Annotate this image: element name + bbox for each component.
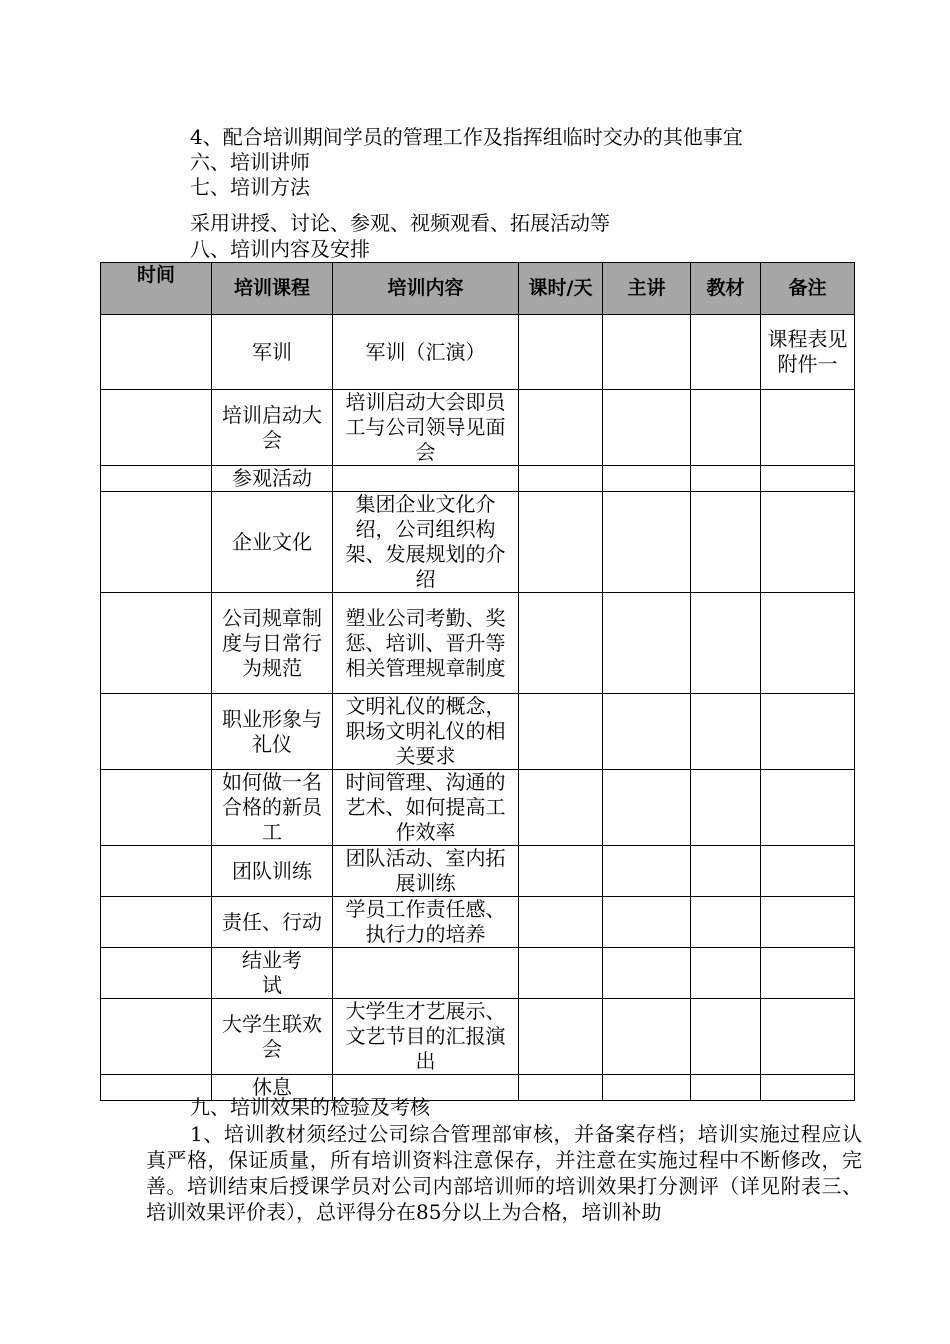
assessment-paragraph-text: 1、培训教材须经过公司综合管理部审核，并备案存档；培训实施过程应认真严格，保证质量，所有培训资料注意保存，并注意在实施过程中不断修改，完善。培训结束后授课学员对公司内部培训师的培训效果打分测评（详见附表三、培训效果评价表），总评得分在85分以上为合格，培训补助 xyxy=(146,1122,862,1224)
material-cell xyxy=(691,846,761,897)
content-cell: 文明礼仪的概念，职场文明礼仪的相关要求 xyxy=(333,694,519,770)
table-row xyxy=(101,694,855,770)
material-cell xyxy=(691,466,761,492)
course-cell: 企业文化 xyxy=(212,492,333,593)
col-header-lecturer: 主讲 xyxy=(603,263,691,315)
training-schedule-table xyxy=(100,262,855,1101)
content-cell: 军训（汇演） xyxy=(333,315,519,390)
lecturer-cell xyxy=(603,593,691,694)
course-cell: 团队训练 xyxy=(212,846,333,897)
note-cell xyxy=(761,897,855,948)
lecturer-cell xyxy=(603,390,691,466)
lecturer-cell xyxy=(603,315,691,390)
note-cell xyxy=(761,846,855,897)
content-cell: 学员工作责任感、执行力的培养 xyxy=(333,897,519,948)
time-cell xyxy=(101,315,212,390)
course-cell: 休息 xyxy=(212,1075,333,1101)
col-header-course: 培训课程 xyxy=(212,263,333,315)
lecturer-cell xyxy=(603,897,691,948)
hours-cell xyxy=(519,1075,603,1101)
time-cell xyxy=(101,770,212,846)
material-cell xyxy=(691,999,761,1075)
hours-cell xyxy=(519,846,603,897)
course-cell: 结业考试 xyxy=(212,948,333,999)
lecturer-cell xyxy=(603,999,691,1075)
lecturer-cell xyxy=(603,694,691,770)
time-cell xyxy=(101,593,212,694)
note-cell xyxy=(761,593,855,694)
hours-cell xyxy=(519,390,603,466)
material-cell xyxy=(691,770,761,846)
lecturer-cell xyxy=(603,846,691,897)
table-row xyxy=(101,770,855,846)
table-row xyxy=(101,897,855,948)
course-cell: 责任、行动 xyxy=(212,897,333,948)
heading-nine: 九、培训效果的检验及考核 xyxy=(190,1095,430,1119)
table-header-row xyxy=(101,263,855,315)
content-cell: 集团企业文化介绍，公司组织构架、发展规划的介绍 xyxy=(333,492,519,593)
course-cell: 大学生联欢会 xyxy=(212,999,333,1075)
table-row xyxy=(101,593,855,694)
course-cell: 职业形象与礼仪 xyxy=(212,694,333,770)
course-cell: 公司规章制度与日常行为规范 xyxy=(212,593,333,694)
course-cell: 军训 xyxy=(212,315,333,390)
content-cell: 团队活动、室内拓展训练 xyxy=(333,846,519,897)
heading-six: 六、培训讲师 xyxy=(190,150,310,174)
col-header-content: 培训内容 xyxy=(333,263,519,315)
hours-cell xyxy=(519,492,603,593)
time-cell xyxy=(101,694,212,770)
lecturer-cell xyxy=(603,466,691,492)
col-header-material: 教材 xyxy=(691,263,761,315)
intro-line-1: 4、配合培训期间学员的管理工作及指挥组临时交办的其他事宜 xyxy=(190,125,743,149)
material-cell xyxy=(691,948,761,999)
content-cell xyxy=(333,466,519,492)
content-cell: 大学生才艺展示、文艺节目的汇报演出 xyxy=(333,999,519,1075)
note-cell xyxy=(761,694,855,770)
col-header-time: 时间 xyxy=(101,263,212,315)
time-cell xyxy=(101,948,212,999)
time-cell xyxy=(101,390,212,466)
hours-cell xyxy=(519,948,603,999)
content-cell: 塑业公司考勤、奖惩、培训、晋升等相关管理规章制度 xyxy=(333,593,519,694)
col-header-note: 备注 xyxy=(761,263,855,315)
material-cell xyxy=(691,694,761,770)
note-cell xyxy=(761,770,855,846)
hours-cell xyxy=(519,999,603,1075)
hours-cell xyxy=(519,315,603,390)
content-cell xyxy=(333,948,519,999)
table-row xyxy=(101,492,855,593)
table-row xyxy=(101,466,855,492)
table-row xyxy=(101,315,855,390)
hours-cell xyxy=(519,466,603,492)
method-text: 采用讲授、讨论、参观、视频观看、拓展活动等 xyxy=(190,211,610,235)
table-row xyxy=(101,390,855,466)
material-cell xyxy=(691,593,761,694)
hours-cell xyxy=(519,694,603,770)
lecturer-cell xyxy=(603,492,691,593)
note-cell xyxy=(761,999,855,1075)
note-cell xyxy=(761,492,855,593)
material-cell xyxy=(691,390,761,466)
note-cell xyxy=(761,390,855,466)
material-cell xyxy=(691,897,761,948)
time-cell xyxy=(101,999,212,1075)
material-cell xyxy=(691,1075,761,1101)
lecturer-cell xyxy=(603,770,691,846)
lecturer-cell xyxy=(603,1075,691,1101)
col-header-hours: 课时/天 xyxy=(519,263,603,315)
content-cell: 培训启动大会即员工与公司领导见面会 xyxy=(333,390,519,466)
hours-cell xyxy=(519,593,603,694)
table-row xyxy=(101,999,855,1075)
lecturer-cell xyxy=(603,948,691,999)
time-cell xyxy=(101,466,212,492)
assessment-paragraph xyxy=(146,1121,862,1225)
material-cell xyxy=(691,492,761,593)
content-cell: 时间管理、沟通的艺术、如何提高工作效率 xyxy=(333,770,519,846)
note-cell: 课程表见附件一 xyxy=(761,315,855,390)
table-row xyxy=(101,846,855,897)
heading-eight: 八、培训内容及安排 xyxy=(190,237,370,261)
heading-seven: 七、培训方法 xyxy=(190,175,310,199)
time-cell xyxy=(101,492,212,593)
time-cell xyxy=(101,846,212,897)
table-row xyxy=(101,948,855,999)
hours-cell xyxy=(519,770,603,846)
course-cell: 参观活动 xyxy=(212,466,333,492)
material-cell xyxy=(691,315,761,390)
time-cell xyxy=(101,897,212,948)
course-cell: 如何做一名合格的新员工 xyxy=(212,770,333,846)
note-cell xyxy=(761,948,855,999)
note-cell xyxy=(761,466,855,492)
hours-cell xyxy=(519,897,603,948)
course-cell: 培训启动大会 xyxy=(212,390,333,466)
note-cell xyxy=(761,1075,855,1101)
